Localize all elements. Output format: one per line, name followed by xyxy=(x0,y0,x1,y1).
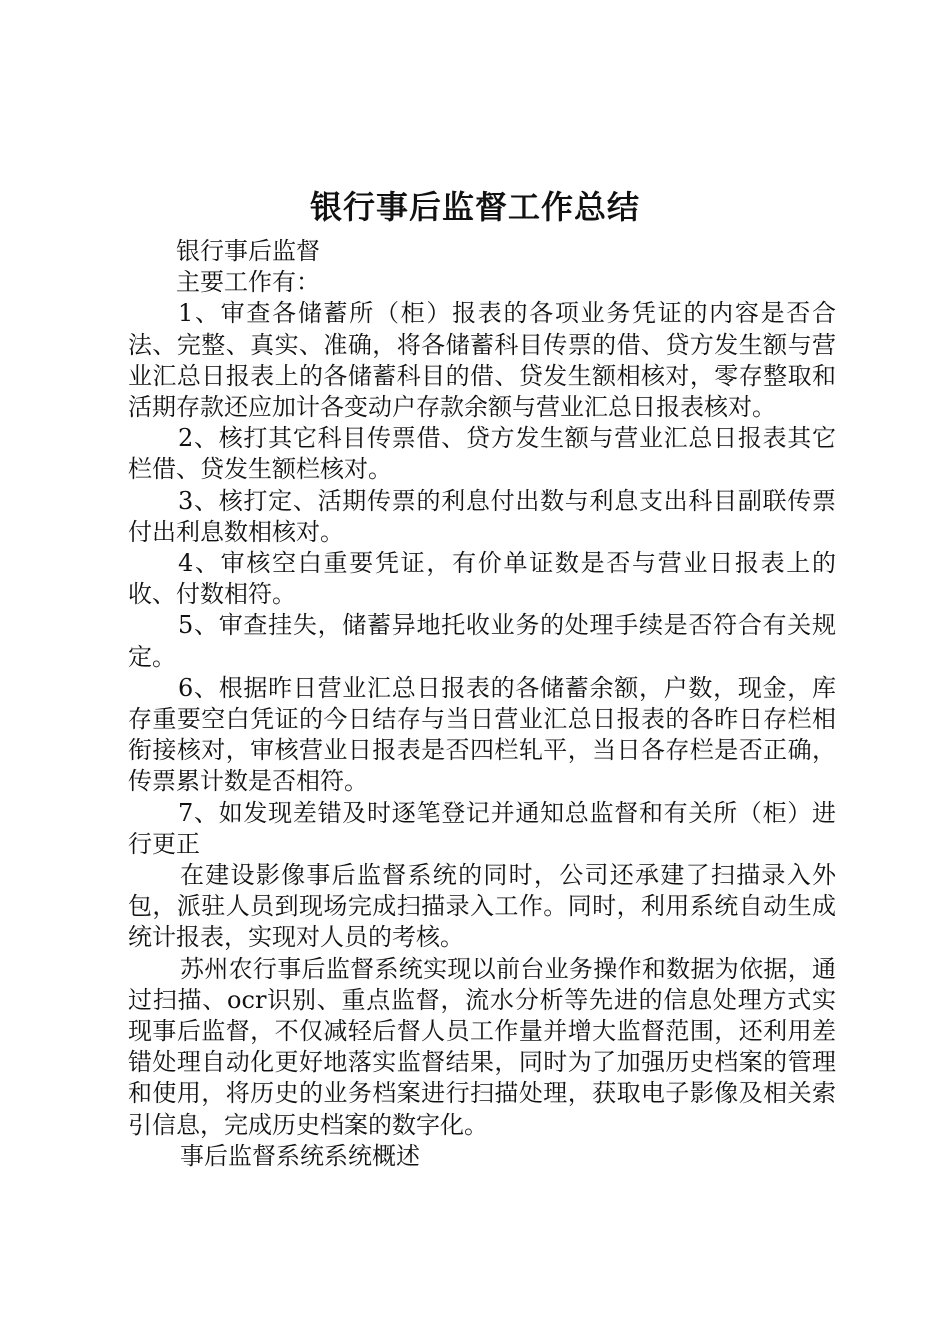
paragraph-item-2: 2、核打其它科目传票借、贷方发生额与营业汇总日报表其它栏借、贷发生额栏核对。 xyxy=(128,424,836,484)
paragraph-suzhou-system: 苏州农行事后监督系统实现以前台业务操作和数据为依据，通过扫描、ocr识别、重点监督，流水分析等先进的信息处理方式实现事后监督，不仅减轻后督人员工作量并增大监督范围，还利用差错处理自动化更好地落实监督结果，同时为了加强历史档案的管理和使用，将历史的业务档案进行扫描处理，获取电子影像及相关索引信息，完成历史档案的数字化。 xyxy=(128,954,836,1139)
paragraph-main-work: 主要工作有： xyxy=(176,268,320,297)
document-title: 银行事后监督工作总结 xyxy=(309,188,640,226)
document-body xyxy=(128,236,836,1172)
paragraph-system-overview: 事后监督系统系统概述 xyxy=(180,1141,420,1170)
paragraph-item-5: 5、审查挂失，储蓄异地托收业务的处理手续是否符合有关规定。 xyxy=(128,611,836,671)
paragraph-intro: 银行事后监督 xyxy=(176,237,320,265)
paragraph-item-1: 1、审查各储蓄所（柜）报表的各项业务凭证的内容是否合法、完整、真实、准确，将各储蓄科目传票的借、贷方发生额与营业汇总日报表上的各储蓄科目的借、贷发生额相核对，零存整取和活期存款还应加计各变动户存款余额与营业汇总日报表核对。 xyxy=(128,299,836,422)
paragraph-item-7: 7、如发现差错及时逐笔登记并通知总监督和有关所（柜）进行更正 xyxy=(128,798,836,858)
paragraph-scanning: 在建设影像事后监督系统的同时，公司还承建了扫描录入外包，派驻人员到现场完成扫描录入工作。同时，利用系统自动生成统计报表，实现对人员的考核。 xyxy=(128,861,836,952)
paragraph-item-6: 6、根据昨日营业汇总日报表的各储蓄余额，户数，现金，库存重要空白凭证的今日结存与当日营业汇总日报表的各昨日存栏相衔接核对，审核营业日报表是否四栏轧平，当日各存栏是否正确，传票累计数是否相符。 xyxy=(128,673,836,796)
paragraph-item-3: 3、核打定、活期传票的利息付出数与利息支出科目副联传票付出利息数相核对。 xyxy=(128,486,836,546)
paragraph-item-4: 4、审核空白重要凭证，有价单证数是否与营业日报表上的收、付数相符。 xyxy=(128,549,836,609)
